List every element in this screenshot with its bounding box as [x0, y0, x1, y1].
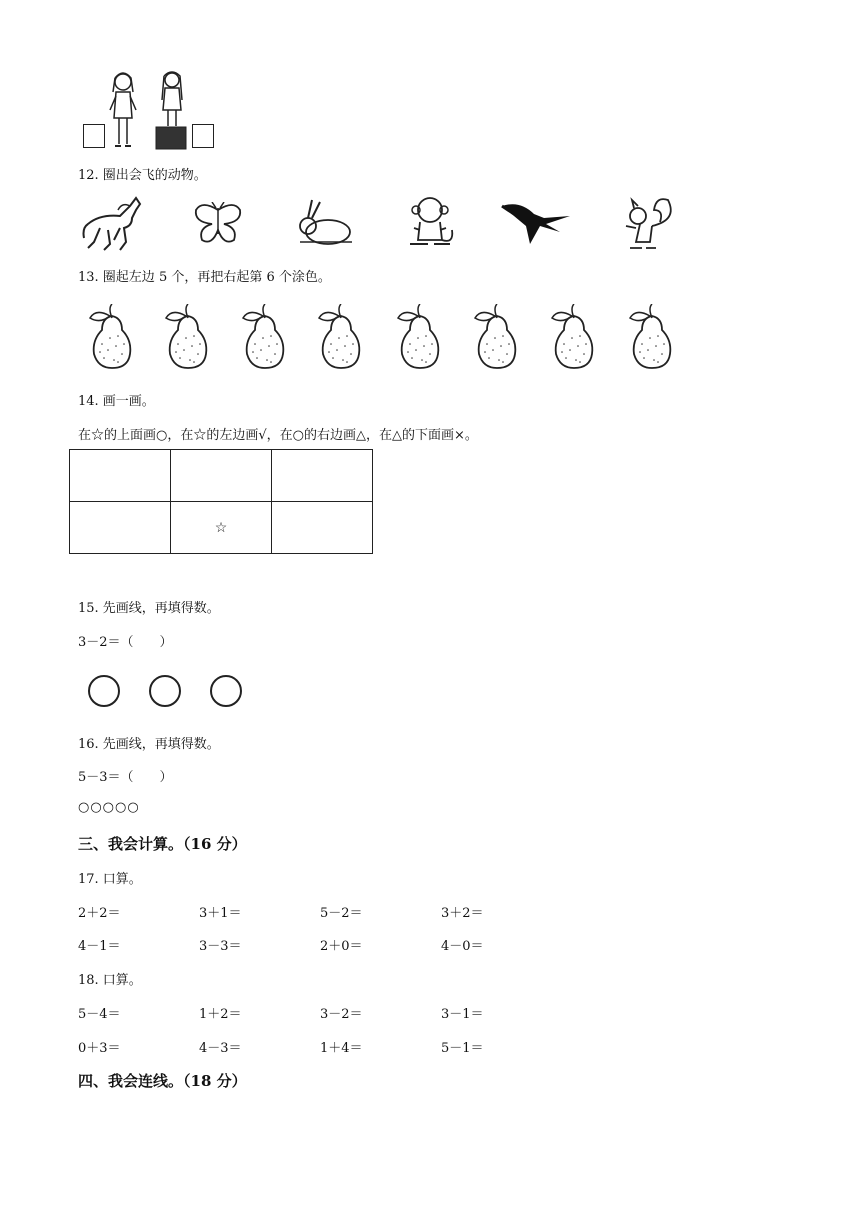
calc-item[interactable]: 5－1＝: [441, 1041, 484, 1056]
calc-item[interactable]: 3＋2＝: [441, 906, 484, 921]
horse-icon: [80, 194, 146, 252]
question-14-instruction: 在☆的上面画○，在☆的左边画√，在○的右边画△，在△的下面画×。: [78, 428, 478, 443]
section-3-title: 三、我会计算。（16 分）: [78, 835, 247, 853]
question-12-label: 12. 圈出会飞的动物。: [78, 168, 207, 183]
calc-item[interactable]: 1＋4＝: [320, 1041, 363, 1056]
question-17-label: 17. 口算。: [78, 872, 142, 887]
calc-item[interactable]: 1＋2＝: [199, 1007, 242, 1022]
girl-standing-icon: [106, 70, 140, 150]
calc-item[interactable]: 4－0＝: [441, 939, 484, 954]
grid-cell[interactable]: [272, 450, 373, 502]
circle: [88, 675, 120, 707]
pear-icon[interactable]: [473, 304, 519, 370]
answer-box-left[interactable]: [83, 124, 105, 148]
question-16-label: 16. 先画线，再填得数。: [78, 737, 220, 752]
question-16-equation[interactable]: 5－3＝（ ）: [78, 770, 173, 785]
calc-item[interactable]: 2＋0＝: [320, 939, 363, 954]
question-18-label: 18. 口算。: [78, 973, 142, 988]
pear-icon[interactable]: [550, 304, 596, 370]
calc-item[interactable]: 4－3＝: [199, 1041, 242, 1056]
circle: [210, 675, 242, 707]
pear-icon[interactable]: [628, 304, 674, 370]
calc-item[interactable]: 3－3＝: [199, 939, 242, 954]
squirrel-icon: [620, 196, 676, 254]
pear-icon[interactable]: [164, 304, 210, 370]
grid-cell[interactable]: [171, 450, 272, 502]
calc-item[interactable]: 3－1＝: [441, 1007, 484, 1022]
calc-item[interactable]: 3＋1＝: [199, 906, 242, 921]
calc-item[interactable]: 5－2＝: [320, 906, 363, 921]
question-14-label: 14. 画一画。: [78, 394, 155, 409]
calc-item[interactable]: 2＋2＝: [78, 906, 121, 921]
pear-icon[interactable]: [88, 304, 134, 370]
grid-cell-star: ☆: [171, 502, 272, 554]
calc-item[interactable]: 0＋3＝: [78, 1041, 121, 1056]
question-16-circles: ○○○○○: [78, 800, 140, 815]
butterfly-icon: [192, 202, 244, 246]
pear-icon[interactable]: [241, 304, 287, 370]
question-15-label: 15. 先画线，再填得数。: [78, 601, 220, 616]
question-15-equation[interactable]: 3－2＝（ ）: [78, 635, 173, 650]
question-13-label: 13. 圈起左边 5 个，再把右起第 6 个涂色。: [78, 270, 331, 285]
monkey-icon: [406, 194, 458, 250]
section-4-title: 四、我会连线。（18 分）: [78, 1072, 247, 1090]
grid-cell[interactable]: [272, 502, 373, 554]
grid-cell[interactable]: [70, 502, 171, 554]
answer-box-right[interactable]: [192, 124, 214, 148]
pear-icon[interactable]: [396, 304, 442, 370]
calc-item[interactable]: 4－1＝: [78, 939, 121, 954]
pear-icon[interactable]: [317, 304, 363, 370]
drawing-grid: [69, 449, 373, 554]
calc-item[interactable]: 3－2＝: [320, 1007, 363, 1022]
rabbit-icon: [294, 198, 354, 248]
girl-on-block-icon: [154, 70, 190, 150]
circle: [149, 675, 181, 707]
grid-cell[interactable]: [70, 450, 171, 502]
swallow-icon: [500, 196, 572, 248]
calc-item[interactable]: 5－4＝: [78, 1007, 121, 1022]
